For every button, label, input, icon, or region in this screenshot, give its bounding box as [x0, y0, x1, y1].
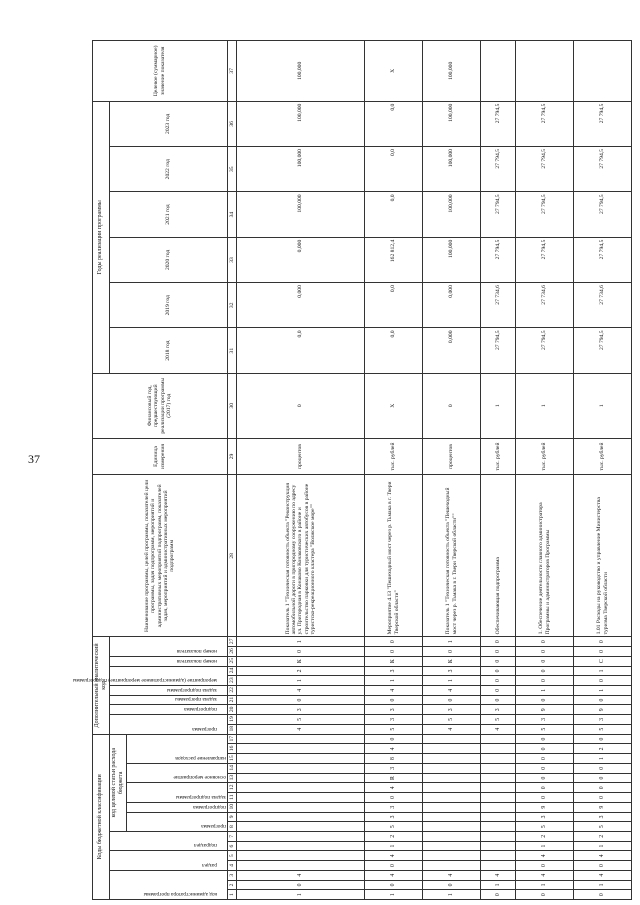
code-cell: 0 [516, 676, 574, 686]
row-base-year: Х [365, 373, 423, 438]
code-cell [423, 793, 481, 803]
row-value-2022: 27 794,5 [480, 147, 515, 192]
row-name: 1. Обеспечение деятельности главного администратора Программы и администраторов Программы [516, 475, 574, 637]
row-value-2020: 100,000 [423, 237, 481, 282]
code-cell: 5 [423, 715, 481, 725]
code-cell [236, 773, 364, 783]
code-cell: 0 [574, 763, 632, 773]
column-number: 16 [227, 744, 236, 754]
code-cell: 0 [423, 880, 481, 890]
y2019-header: 2019 год [109, 283, 227, 328]
code-cell [480, 812, 515, 822]
code-cell: 9 [516, 705, 574, 715]
code-cell: 0 [516, 793, 574, 803]
code-cell: 5 [365, 822, 423, 832]
row-unit: процентов [236, 438, 364, 475]
budget-table-container [73, 40, 632, 900]
code-cell: 1 [423, 676, 481, 686]
code-cell: 3 [365, 715, 423, 725]
code-cell: 3 [574, 715, 632, 725]
code-cell: 2 [516, 831, 574, 841]
code-cell: 2 [236, 666, 364, 676]
code-cell: 4 [423, 685, 481, 695]
column-number: 4 [227, 861, 236, 871]
row-name: Обеспечивающая подпрограмма [480, 475, 515, 637]
code-cell [423, 754, 481, 764]
row-value-2021: 0,0 [365, 192, 423, 237]
row-value-2022: 27 794,5 [574, 147, 632, 192]
row-value-2018: 27 794,5 [516, 328, 574, 373]
row-value-2019: 27 734,6 [516, 283, 574, 328]
code-cell: 0 [574, 861, 632, 871]
code-cell: 0 [480, 647, 515, 657]
code-cell [480, 783, 515, 793]
code-cell: 4 [236, 685, 364, 695]
code-cell: 0 [574, 695, 632, 705]
table-row [423, 41, 481, 900]
a-number-header: номер показателя [177, 657, 218, 664]
code-cell [480, 734, 515, 744]
code-cell: 3 [365, 802, 423, 812]
code-cell: 1 [516, 841, 574, 851]
code-cell: 0 [365, 734, 423, 744]
row-value-2023: 100,000 [236, 101, 364, 146]
table-row [480, 41, 515, 900]
code-cell: 3 [516, 715, 574, 725]
code-cell: 1 [516, 685, 574, 695]
code-cell: 1 [574, 666, 632, 676]
row-value-2021: 27 794,5 [574, 192, 632, 237]
name-column-header: Наименование программы, целей программы, показателей цели программы, задач подпрограмм, мероприятий и административных мероприятий подпрограмм, показателей задач, мероприятий и административных мероприятий подпрограмм [93, 475, 228, 637]
row-unit: тыс. рублей [574, 438, 632, 475]
code-cell: 0 [516, 763, 574, 773]
column-number: 31 [227, 328, 236, 373]
row-base-year: 1 [516, 373, 574, 438]
code-cell: 0 [574, 890, 632, 900]
code-cell: 0 [365, 637, 423, 647]
row-value-2021: 100,000 [236, 192, 364, 237]
code-cell: 0 [516, 637, 574, 647]
table-row [236, 41, 364, 900]
row-value-2021: 100,000 [423, 192, 481, 237]
extra-code-group-header: Дополнительный аналитический код [93, 637, 110, 734]
column-number: 20 [227, 705, 236, 715]
column-number: 37 [227, 41, 236, 102]
row-value-2022: 100,000 [236, 147, 364, 192]
row-target: 100,000 [236, 41, 364, 102]
code-cell [480, 773, 515, 783]
code-cell [423, 783, 481, 793]
code-cell: 0 [423, 647, 481, 657]
years-group-header: Годы реализации программы [93, 101, 110, 373]
code-cell [236, 851, 364, 861]
code-cell: 0 [516, 744, 574, 754]
column-number: 14 [227, 763, 236, 773]
code-cell: 4 [516, 851, 574, 861]
code-cell: 3 [516, 812, 574, 822]
y2023-header: 2023 год [109, 101, 227, 146]
row-value-2023: 27 794,5 [574, 101, 632, 146]
code-cell: 5 [574, 822, 632, 832]
base-year-header: Финансовый год, предшествующий реализации программы (2017) год [93, 373, 228, 438]
row-value-2018: 0,000 [423, 328, 481, 373]
code-cell: 0 [236, 695, 364, 705]
event-code-header: основное мероприятие [173, 774, 226, 781]
code-cell: 3 [423, 705, 481, 715]
a-event-header: мероприятие (административное мероприятие) подпрограммы [73, 676, 218, 683]
row-base-year: 0 [236, 373, 364, 438]
column-number: 33 [227, 237, 236, 282]
code-cell: 0 [516, 890, 574, 900]
a-indicator-header: номер показателя [177, 647, 218, 654]
code-cell: 0 [574, 793, 632, 803]
table-row [574, 41, 632, 900]
column-number: 8 [227, 822, 236, 832]
code-cell: 4 [574, 870, 632, 880]
y2020-header: 2020 год [109, 237, 227, 282]
column-number: 7 [227, 831, 236, 841]
code-cell: 3 [480, 705, 515, 715]
code-cell [236, 763, 364, 773]
code-cell: 3 [365, 705, 423, 715]
row-value-2018: 27 794,5 [574, 328, 632, 373]
column-number: 5 [227, 851, 236, 861]
code-cell: 0 [480, 666, 515, 676]
code-cell: 4 [423, 870, 481, 880]
activity-code-header: задача подпрограммы [175, 793, 226, 800]
code-cell [480, 744, 515, 754]
code-cell: 3 [365, 666, 423, 676]
a-task-sub-header: задача подпрограммы [167, 686, 218, 693]
code-cell: 0 [574, 647, 632, 657]
code-cell [480, 851, 515, 861]
code-cell: 0 [516, 754, 574, 764]
code-cell: 0 [236, 647, 364, 657]
subprogram-code-header: подпрограмма [192, 803, 226, 810]
code-cell: 5 [236, 715, 364, 725]
code-cell [480, 841, 515, 851]
code-cell [236, 783, 364, 793]
code-cell: 1 [574, 685, 632, 695]
column-number: 22 [227, 685, 236, 695]
column-number: 15 [227, 754, 236, 764]
row-value-2021: 27 794,5 [516, 192, 574, 237]
column-number: 25 [227, 656, 236, 666]
code-cell: 0 [365, 880, 423, 890]
code-cell: 0 [574, 734, 632, 744]
code-cell [423, 763, 481, 773]
code-cell: 4 [423, 724, 481, 734]
code-cell: 1 [423, 637, 481, 647]
row-base-year: 1 [574, 373, 632, 438]
row-value-2022: 0,0 [365, 147, 423, 192]
admin-code-header: код администратора программы [143, 891, 218, 897]
code-cell: С [574, 656, 632, 666]
code-cell: 1 [423, 890, 481, 900]
row-value-2019: 0,0 [365, 283, 423, 328]
code-cell [423, 831, 481, 841]
row-target [574, 41, 632, 102]
row-value-2023: 100,000 [423, 101, 481, 146]
row-value-2022: 100,000 [423, 147, 481, 192]
code-cell: 3 [574, 812, 632, 822]
code-cell [236, 831, 364, 841]
code-cell: 0 [480, 685, 515, 695]
program-code-header: программа [200, 822, 226, 829]
code-cell [480, 802, 515, 812]
code-cell [423, 841, 481, 851]
column-number: 11 [227, 793, 236, 803]
row-value-2018: 0,0 [365, 328, 423, 373]
code-cell: 0 [516, 861, 574, 871]
row-value-2023: 0,0 [365, 101, 423, 146]
row-unit: процентов [423, 438, 481, 475]
code-cell: 1 [365, 890, 423, 900]
row-value-2020: 0,000 [236, 237, 364, 282]
column-number: 10 [227, 802, 236, 812]
code-cell: 1 [236, 890, 364, 900]
code-cell [423, 851, 481, 861]
code-cell: 1 [574, 880, 632, 890]
code-cell: 1 [365, 676, 423, 686]
row-unit: тыс. рублей [365, 438, 423, 475]
code-cell: 4 [480, 724, 515, 734]
y2022-header: 2022 год [109, 147, 227, 192]
code-cell: 0 [365, 861, 423, 871]
code-cell: 5 [365, 724, 423, 734]
code-cell: 0 [516, 647, 574, 657]
column-number: 9 [227, 812, 236, 822]
code-cell: 4 [365, 783, 423, 793]
column-number: 24 [227, 666, 236, 676]
code-cell: 0 [516, 695, 574, 705]
code-cell [236, 744, 364, 754]
code-cell [423, 802, 481, 812]
code-cell [480, 793, 515, 803]
row-value-2019: 27 734,6 [574, 283, 632, 328]
target-header: Целевое (суммарное) значение показателя [93, 41, 228, 102]
code-cell: 5 [574, 724, 632, 734]
code-cell: 9 [516, 802, 574, 812]
code-cell: 4 [365, 744, 423, 754]
code-cell: 1 [480, 880, 515, 890]
code-cell: 3 [236, 705, 364, 715]
code-cell [423, 822, 481, 832]
code-cell: 4 [365, 685, 423, 695]
code-cell: 2 [574, 831, 632, 841]
direction-code-header: направление расходов [174, 754, 226, 761]
code-cell: 0 [516, 773, 574, 783]
row-value-2019: 0,000 [236, 283, 364, 328]
expense-code-header: код целевой статьи расхода бюджета [109, 734, 126, 831]
code-cell: 0 [365, 793, 423, 803]
code-cell [480, 831, 515, 841]
code-cell [480, 822, 515, 832]
code-cell: 4 [574, 851, 632, 861]
code-cell: 3 [365, 812, 423, 822]
column-number: 21 [227, 695, 236, 705]
code-cell: 1 [236, 676, 364, 686]
code-cell [423, 861, 481, 871]
a-task-program-header: задача программы [175, 696, 218, 703]
row-target [480, 41, 515, 102]
code-cell: 5 [480, 715, 515, 725]
row-target: Х [365, 41, 423, 102]
code-cell [480, 754, 515, 764]
code-cell: 3 [423, 666, 481, 676]
row-value-2020: 27 794,5 [480, 237, 515, 282]
row-name: Показатель 1 "Техническая готовность объекта "Пешеходный мост через р. Тьмака в г. Твери Тверской области"" [423, 475, 481, 637]
row-value-2021: 27 794,5 [480, 192, 515, 237]
code-cell: 4 [480, 870, 515, 880]
code-cell: 0 [480, 637, 515, 647]
column-number: 35 [227, 147, 236, 192]
row-value-2018: 27 794,5 [480, 328, 515, 373]
row-value-2019: 0,000 [423, 283, 481, 328]
column-number: 36 [227, 101, 236, 146]
code-cell: 1 [365, 841, 423, 851]
table-row [516, 41, 574, 900]
row-target [516, 41, 574, 102]
budget-table [73, 40, 632, 900]
y2021-header: 2021 год [109, 192, 227, 237]
code-cell: К [365, 656, 423, 666]
code-cell: 1 [574, 841, 632, 851]
code-cell: 1 [574, 754, 632, 764]
code-cell: 0 [574, 783, 632, 793]
code-cell: 1 [236, 637, 364, 647]
code-cell: 2 [365, 831, 423, 841]
code-cell: 0 [480, 656, 515, 666]
row-value-2020: 27 794,5 [574, 237, 632, 282]
table-row [365, 41, 423, 900]
column-number: 6 [227, 841, 236, 851]
subsection-header: подраздел [194, 842, 218, 849]
column-number: 23 [227, 676, 236, 686]
code-cell: 0 [480, 695, 515, 705]
section-header: раздел [202, 861, 218, 868]
row-name: 1.01 Расходы на руководство и управление Министерства туризма Тверской области [574, 475, 632, 637]
row-unit: тыс. рублей [480, 438, 515, 475]
code-cell: 0 [480, 676, 515, 686]
column-number: 28 [227, 475, 236, 637]
code-cell [236, 812, 364, 822]
code-cell: 4 [365, 851, 423, 861]
code-cell [480, 861, 515, 871]
column-number-row [227, 41, 236, 900]
column-number: 26 [227, 647, 236, 657]
code-cell [236, 841, 364, 851]
rotated-table-sheet [73, 40, 632, 900]
column-number: 34 [227, 192, 236, 237]
code-cell: 4 [236, 870, 364, 880]
row-base-year: 0 [423, 373, 481, 438]
code-cell: К [423, 656, 481, 666]
column-number: 27 [227, 637, 236, 647]
code-cell [236, 822, 364, 832]
a-program-header: программа [192, 725, 218, 732]
code-cell: 1 [516, 880, 574, 890]
code-cell [480, 763, 515, 773]
row-target: 100,000 [423, 41, 481, 102]
code-cell: 2 [574, 744, 632, 754]
code-cell: 5 [516, 822, 574, 832]
code-cell: 0 [574, 773, 632, 783]
column-number: 19 [227, 715, 236, 725]
a-subprogram-header: подпрограмма [184, 706, 218, 713]
code-cell: 0 [365, 695, 423, 705]
code-cell: R [365, 773, 423, 783]
code-cell: 0 [574, 676, 632, 686]
page-number: 37 [28, 452, 40, 466]
code-cell [423, 734, 481, 744]
code-cell [423, 773, 481, 783]
code-cell: 0 [480, 890, 515, 900]
row-value-2020: 162 812,4 [365, 237, 423, 282]
row-name: Мероприятие 4.13 "Пешеходный мост через р. Тьмака в г. Твери Тверской области" [365, 475, 423, 637]
code-cell: 0 [516, 666, 574, 676]
row-value-2022: 27 794,5 [516, 147, 574, 192]
code-cell: 9 [574, 802, 632, 812]
code-cell: 0 [423, 695, 481, 705]
column-number: 29 [227, 438, 236, 475]
code-cell [236, 802, 364, 812]
codes-group-header: Коды бюджетной классификации [93, 734, 110, 899]
code-cell: 0 [516, 783, 574, 793]
column-number: 18 [227, 724, 236, 734]
row-value-2023: 27 794,5 [516, 101, 574, 146]
code-cell: 0 [516, 656, 574, 666]
column-number: 13 [227, 773, 236, 783]
code-cell [236, 754, 364, 764]
code-cell: 0 [574, 637, 632, 647]
code-cell: К [236, 656, 364, 666]
column-number: 12 [227, 783, 236, 793]
row-value-2019: 27 734,6 [480, 283, 515, 328]
column-number: 30 [227, 373, 236, 438]
row-value-2018: 0,0 [236, 328, 364, 373]
code-cell [423, 812, 481, 822]
code-cell [423, 744, 481, 754]
code-cell: 4 [516, 870, 574, 880]
code-cell: 0 [516, 734, 574, 744]
row-name: Показатель 1 "Техническая готовность объекта "Реконструкция автомобильной дороги в пригородному сооружению по адресу ул. Пригородная в Конаково Конаковского в районе и строительство парковки для туристических автобусов в районе туристско-рекреационного кластера "Волжское море"" [236, 475, 364, 637]
row-unit: тыс. рублей [516, 438, 574, 475]
row-value-2023: 27 794,5 [480, 101, 515, 146]
code-cell: 3 [365, 763, 423, 773]
column-number: 2 [227, 880, 236, 890]
row-value-2020: 27 794,5 [516, 237, 574, 282]
code-cell [236, 793, 364, 803]
unit-column-header: Единица измерения [93, 438, 228, 475]
code-cell [236, 734, 364, 744]
code-cell: 0 [236, 880, 364, 890]
column-number: 17 [227, 734, 236, 744]
column-number: 1 [227, 890, 236, 900]
row-base-year: 1 [480, 373, 515, 438]
code-cell [236, 861, 364, 871]
column-number: 3 [227, 870, 236, 880]
code-cell: 0 [365, 647, 423, 657]
code-cell: 5 [516, 724, 574, 734]
y2018-header: 2018 год [109, 328, 227, 373]
code-cell: 4 [236, 724, 364, 734]
code-cell: 4 [365, 870, 423, 880]
code-cell: 9 [574, 705, 632, 715]
column-number: 32 [227, 283, 236, 328]
code-cell: 8 [365, 754, 423, 764]
